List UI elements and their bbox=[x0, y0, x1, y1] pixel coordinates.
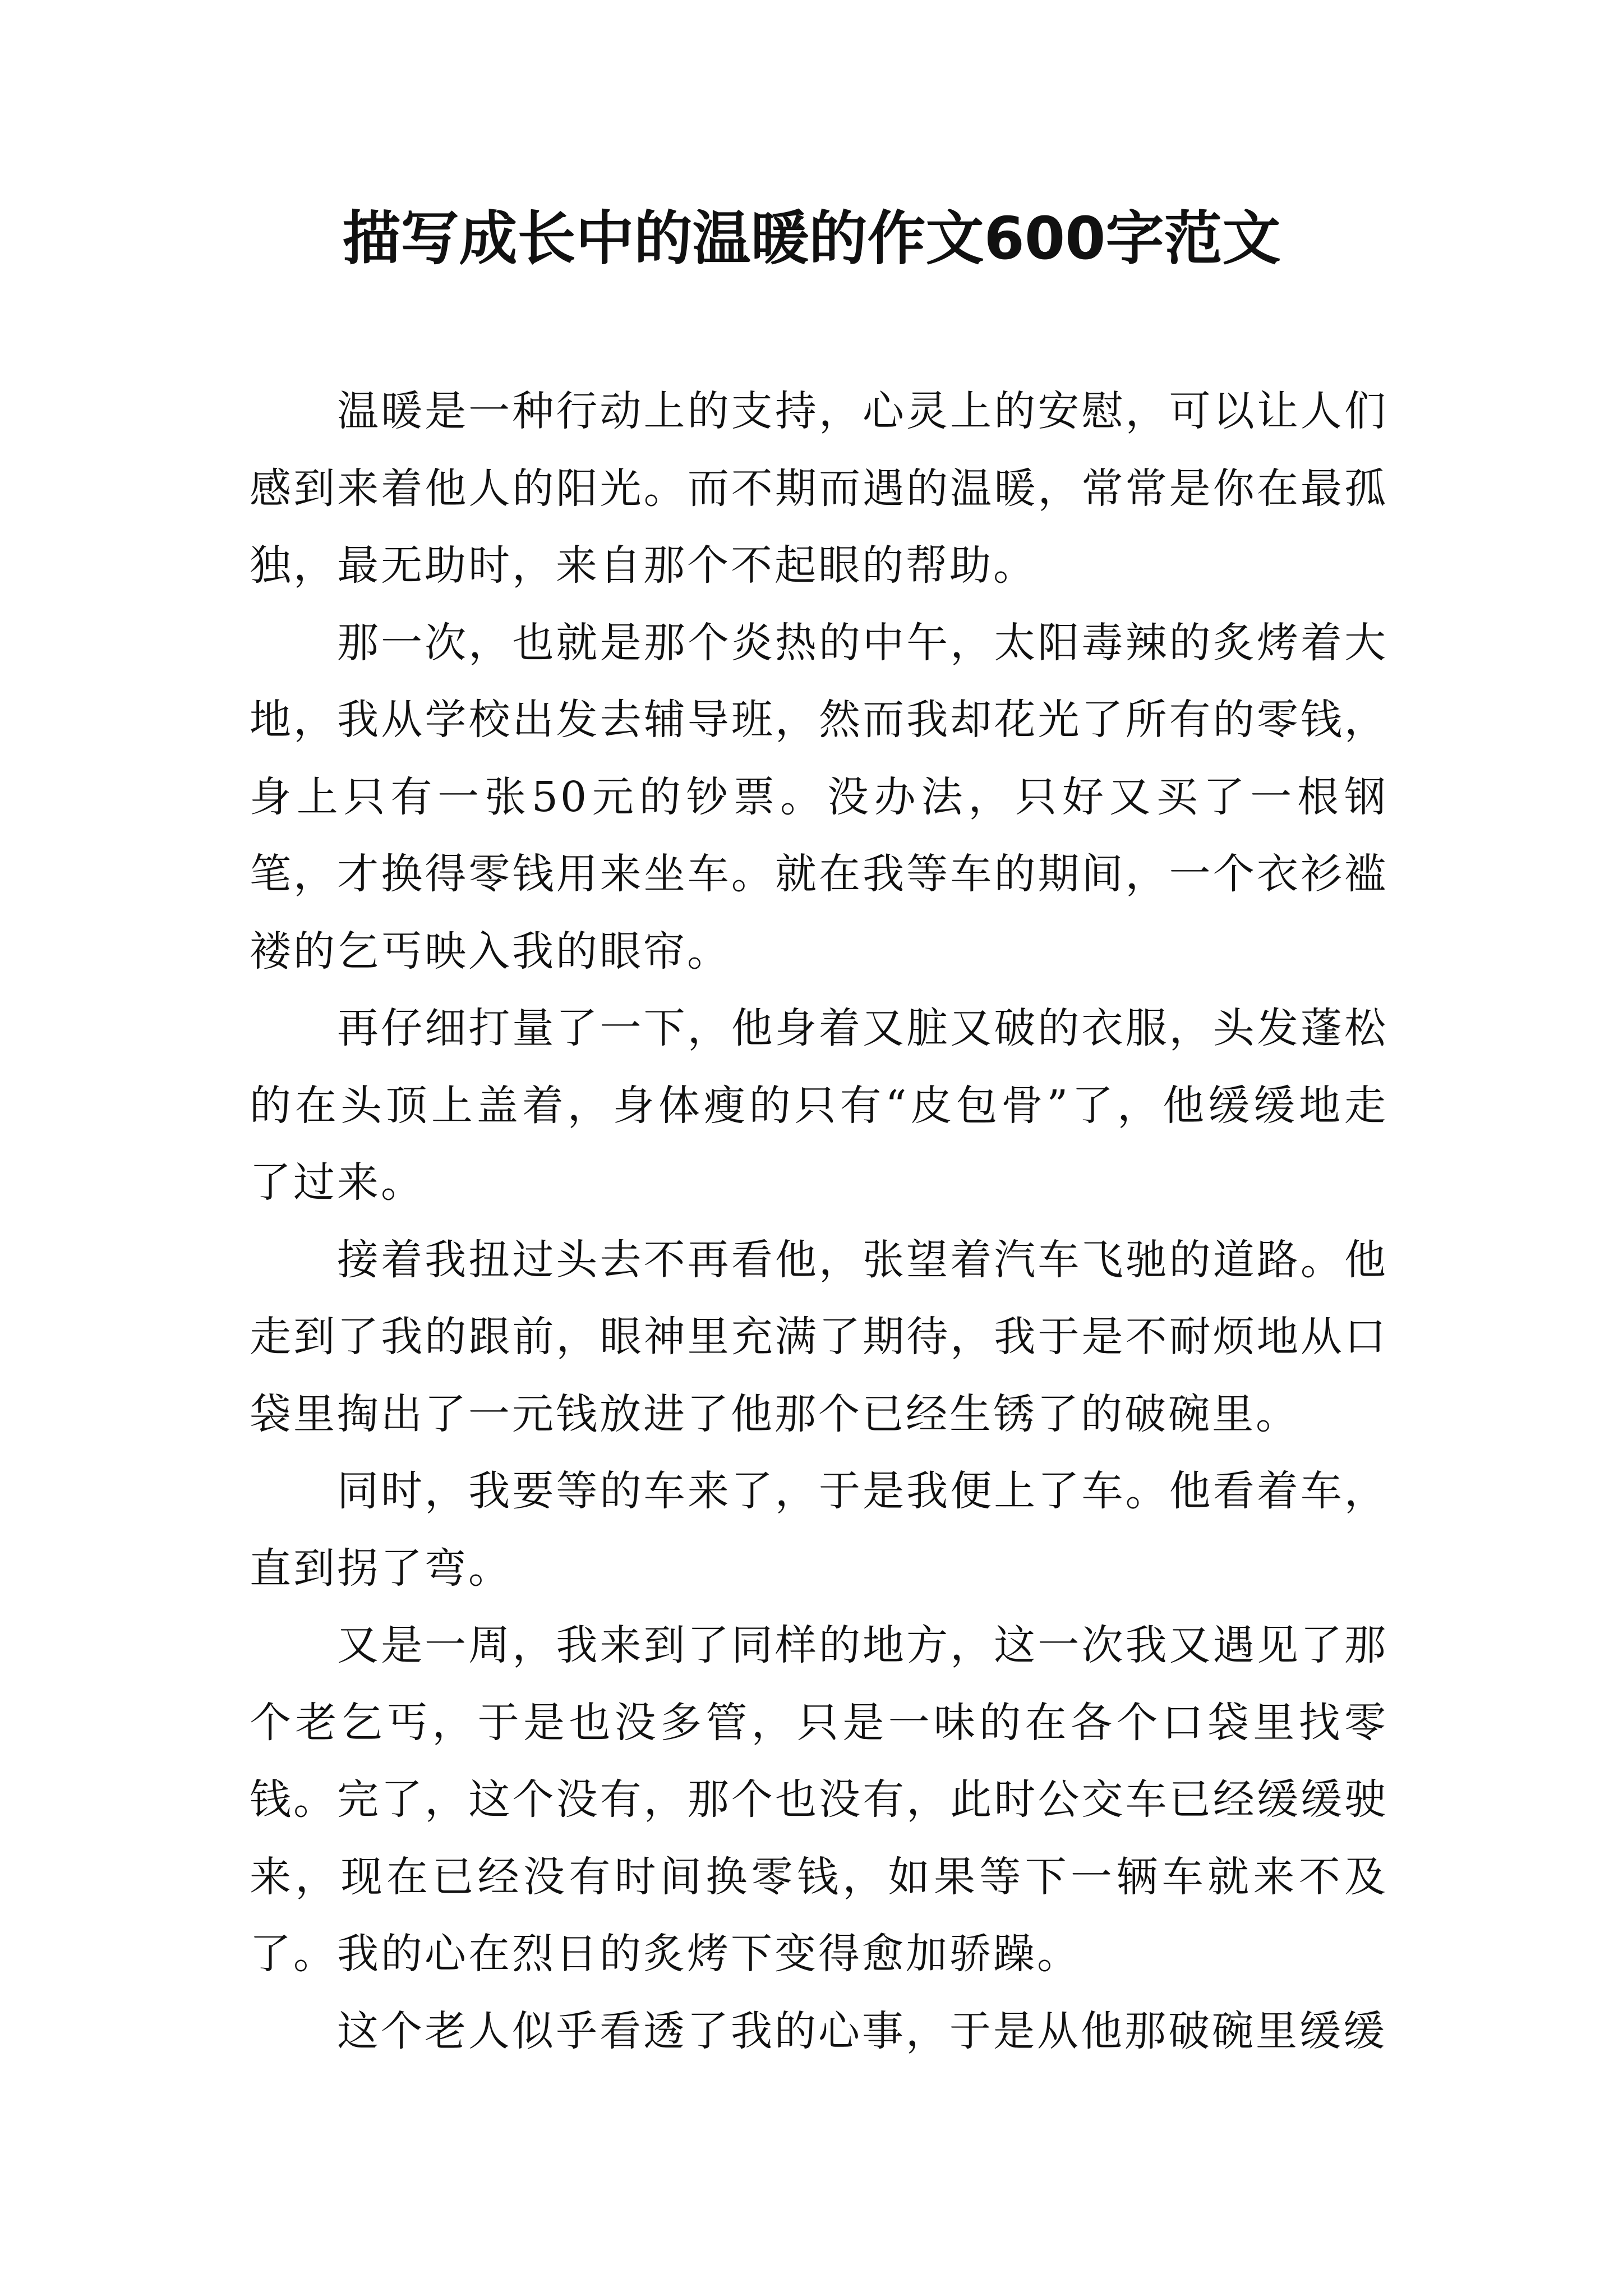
document-body bbox=[250, 373, 1388, 2070]
document-title: 描写成长中的温暖的作文600字范文 bbox=[342, 204, 1281, 273]
paragraph-2: 那一次，也就是那个炎热的中午，太阳毒辣的炙烤着大地，我从学校出发去辅导班，然而我却花光了所有的零钱，身上只有一张50元的钞票。没办法，只好又买了一根钢笔，才换得零钱用来坐车。就在我等车的期间，一个衣衫褴褛的乞丐映入我的眼帘。 bbox=[250, 618, 1388, 976]
paragraph-1: 温暖是一种行动上的支持，心灵上的安慰，可以让人们感到来着他人的阳光。而不期而遇的温暖，常常是你在最孤独，最无助时，来自那个不起眼的帮助。 bbox=[250, 387, 1388, 590]
paragraph-3: 再仔细打量了一下，他身着又脏又破的衣服，头发蓬松的在头顶上盖着，身体瘦的只有“皮包骨”了，他缓缓地走了过来。 bbox=[250, 1004, 1388, 1207]
paragraph-7: 这个老人似乎看透了我的心事，于是从他那破碗里缓缓 bbox=[337, 2007, 1387, 2055]
paragraph-6: 又是一周，我来到了同样的地方，这一次我又遇见了那个老乞丐，于是也没多管，只是一味的在各个口袋里找零钱。完了，这个没有，那个也没有，此时公交车已经缓缓驶来，现在已经没有时间换零钱，如果等下一辆车就来不及了。我的心在烈日的炙烤下变得愈加骄躁。 bbox=[250, 1621, 1388, 1978]
paragraph-4: 接着我扭过头去不再看他，张望着汽车飞驰的道路。他走到了我的跟前，眼神里充满了期待，我于是不耐烦地从口袋里掏出了一元钱放进了他那个已经生锈了的破碗里。 bbox=[250, 1235, 1388, 1438]
paragraph-5: 同时，我要等的车来了，于是我便上了车。他看着车，直到拐了弯。 bbox=[250, 1467, 1388, 1593]
